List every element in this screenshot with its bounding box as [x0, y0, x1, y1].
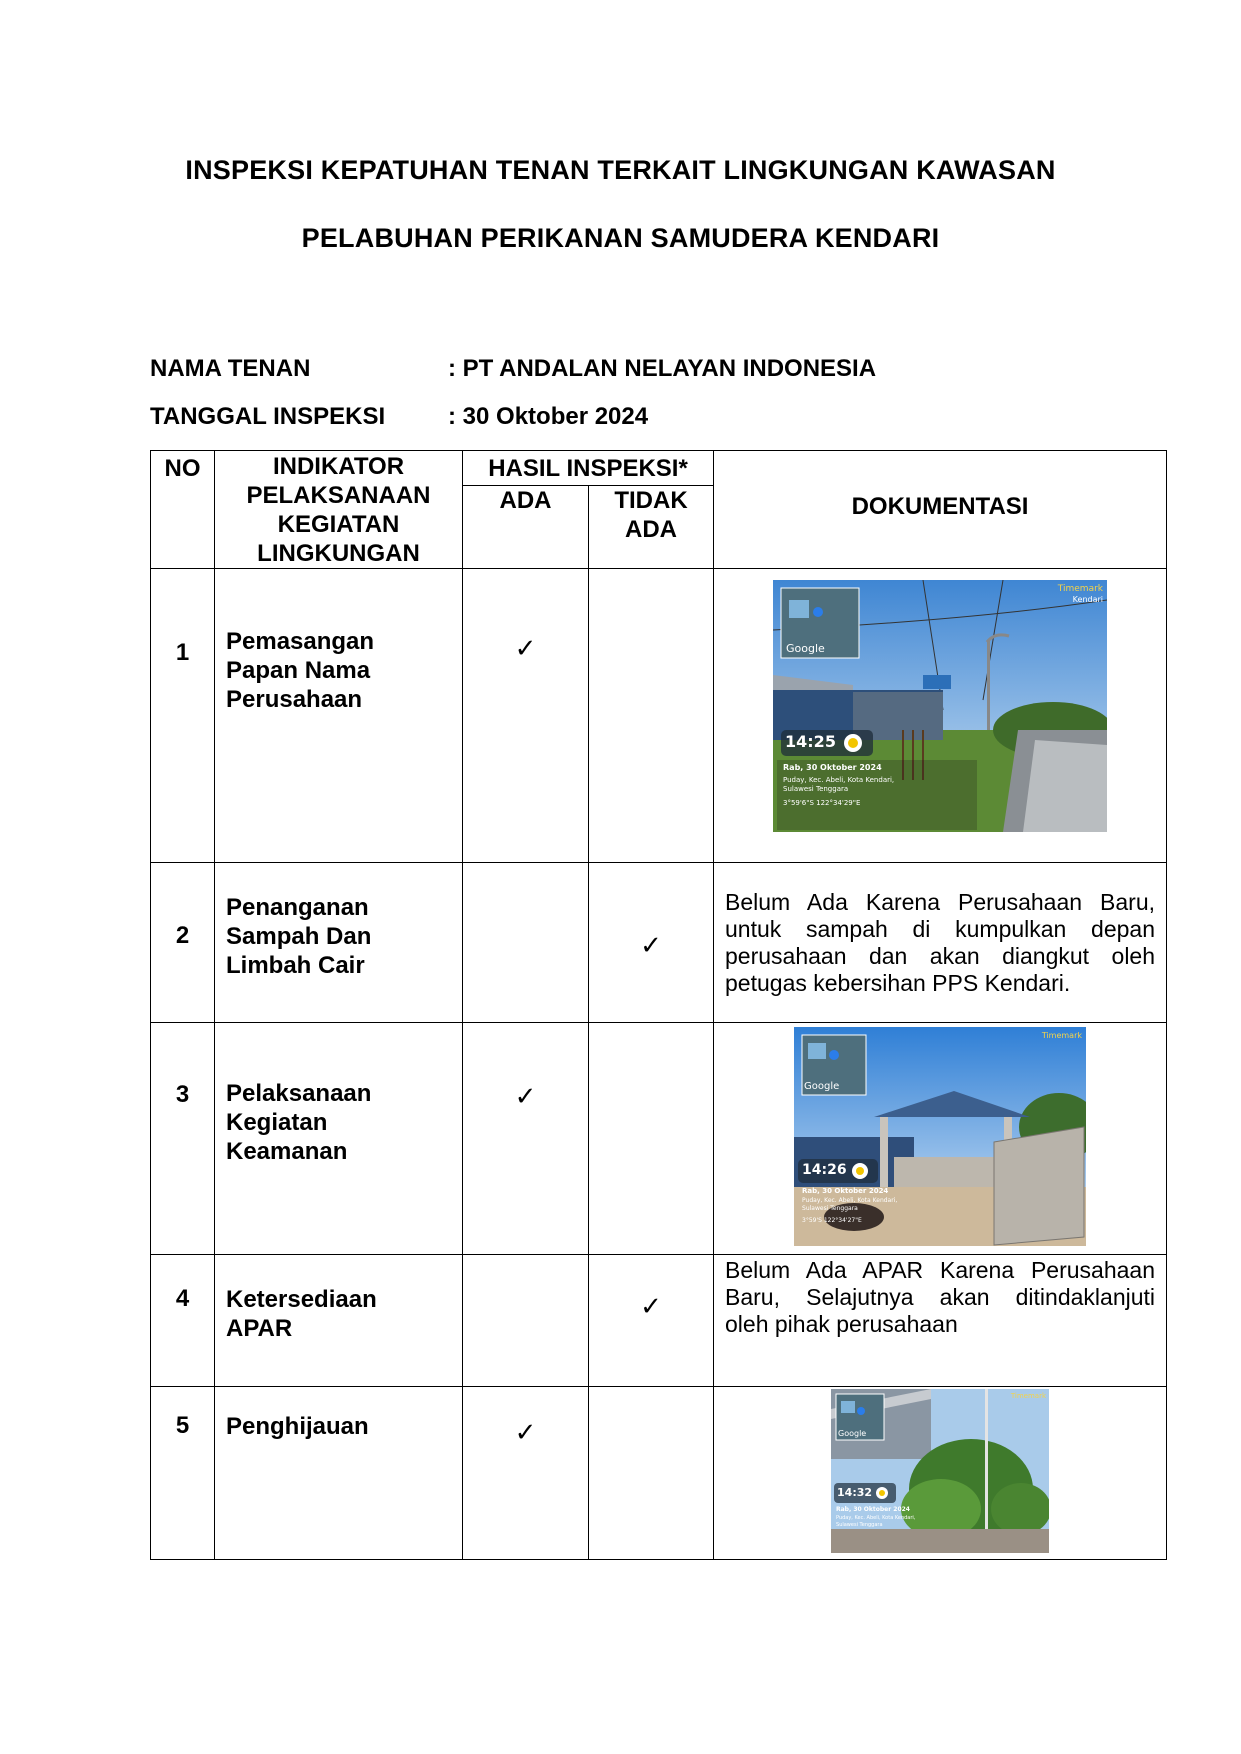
check-mark: ✓: [514, 633, 537, 663]
photo-date: Rab, 30 Oktober 2024: [802, 1187, 889, 1195]
header-no: NO: [151, 451, 215, 569]
photo-brand-label: Timemark: [1041, 1031, 1083, 1040]
photo-date: Rab, 30 Oktober 2024: [783, 763, 882, 772]
photo-brand-sub-label: Kendari: [1072, 595, 1104, 604]
photo-google-label: Google: [786, 642, 825, 655]
row-indicator: Pelaksanaan Kegiatan Keamanan: [215, 1023, 463, 1255]
check-mark: ✓: [640, 1291, 662, 1321]
table-row: [151, 1387, 1167, 1560]
table-row: [151, 1023, 1167, 1255]
row-indicator: Penghijauan: [215, 1387, 463, 1560]
row-number: 3: [151, 1023, 215, 1255]
row-number: 5: [151, 1387, 215, 1560]
photo-brand-label: Timemark: [1057, 584, 1104, 594]
table-row: [151, 863, 1167, 1023]
photo-coordinates: 3°59'S 122°34'27"E: [802, 1217, 862, 1224]
header-tidak-ada: TIDAK ADA: [589, 486, 714, 569]
row-ada-cell: [463, 863, 589, 1023]
row-number: 4: [151, 1255, 215, 1387]
table-row: [151, 1255, 1167, 1387]
table-row: [151, 569, 1167, 863]
row-indicator: Penanganan Sampah Dan Limbah Cair: [215, 863, 463, 1023]
photo-time: 14:32: [837, 1486, 873, 1499]
row-documentation-cell: [714, 569, 1167, 863]
photo-brand-label: Timemark: [1010, 1392, 1047, 1400]
tenant-label: NAMA TENAN: [150, 355, 311, 382]
documentation-photo-1: [773, 580, 1107, 832]
inspection-date-label: TANGGAL INSPEKSI: [150, 403, 386, 430]
inspection-date-value: : 30 Oktober 2024: [448, 403, 649, 430]
photo-address: Puday, Kec. Abeli, Kota Kendari, Sulawesi Tenggara: [836, 1515, 916, 1528]
row-documentation-cell: [714, 1023, 1167, 1255]
row-documentation-note: Belum Ada Karena Perusahaan Baru, untuk sampah di kumpulkan depan perusahaan dan akan diangkut oleh petugas kebersihan PPS Kendari.: [714, 863, 1167, 1023]
check-mark: ✓: [514, 1081, 537, 1111]
header-documentation: DOKUMENTASI: [714, 451, 1167, 569]
row-documentation-note: Belum Ada APAR Karena Perusahaan Baru, Selajutnya akan ditindaklanjuti oleh pihak perusahaan: [714, 1255, 1167, 1387]
row-tidak-ada-cell: [589, 1387, 714, 1560]
documentation-photo-3: [831, 1389, 1049, 1553]
inspection-table: [150, 450, 1167, 1560]
header-result: HASIL INSPEKSI*: [463, 451, 714, 486]
row-number: 1: [151, 569, 215, 863]
header-ada: ADA: [463, 486, 589, 569]
photo-address: Puday, Kec. Abeli, Kota Kendari, Sulawesi Tenggara: [802, 1197, 898, 1212]
photo-google-label: Google: [838, 1429, 867, 1438]
row-tidak-ada-cell: [589, 569, 714, 863]
row-ada-cell: [463, 1023, 589, 1255]
row-tidak-ada-cell: [589, 1023, 714, 1255]
row-tidak-ada-cell: [589, 1255, 714, 1387]
row-indicator: Pemasangan Papan Nama Perusahaan: [215, 569, 463, 863]
row-indicator: Ketersediaan APAR: [215, 1255, 463, 1387]
header-indicator: INDIKATOR PELAKSANAAN KEGIATAN LINGKUNGAN: [215, 451, 463, 569]
row-number: 2: [151, 863, 215, 1023]
tenant-value: : PT ANDALAN NELAYAN INDONESIA: [448, 355, 877, 382]
row-ada-cell: [463, 1387, 589, 1560]
check-mark: ✓: [514, 1417, 537, 1447]
row-tidak-ada-cell: [589, 863, 714, 1023]
row-documentation-cell: [714, 1387, 1167, 1560]
row-ada-cell: [463, 569, 589, 863]
document-title-line-2: PELABUHAN PERIKANAN SAMUDERA KENDARI: [301, 223, 940, 253]
photo-date: Rab, 30 Oktober 2024: [836, 1506, 910, 1513]
documentation-photo-2: [794, 1027, 1086, 1246]
row-ada-cell: [463, 1255, 589, 1387]
photo-address: Puday, Kec. Abeli, Kota Kendari, Sulawesi Tenggara: [783, 776, 895, 793]
photo-time: 14:25: [785, 732, 836, 751]
photo-google-label: Google: [804, 1081, 840, 1092]
photo-coordinates: 3°59'6"S 122°34'29"E: [783, 799, 861, 807]
check-mark: ✓: [640, 930, 662, 960]
photo-time: 14:26: [802, 1162, 847, 1178]
document-title-line-1: INSPEKSI KEPATUHAN TENAN TERKAIT LINGKUNGAN KAWASAN: [185, 155, 1056, 185]
